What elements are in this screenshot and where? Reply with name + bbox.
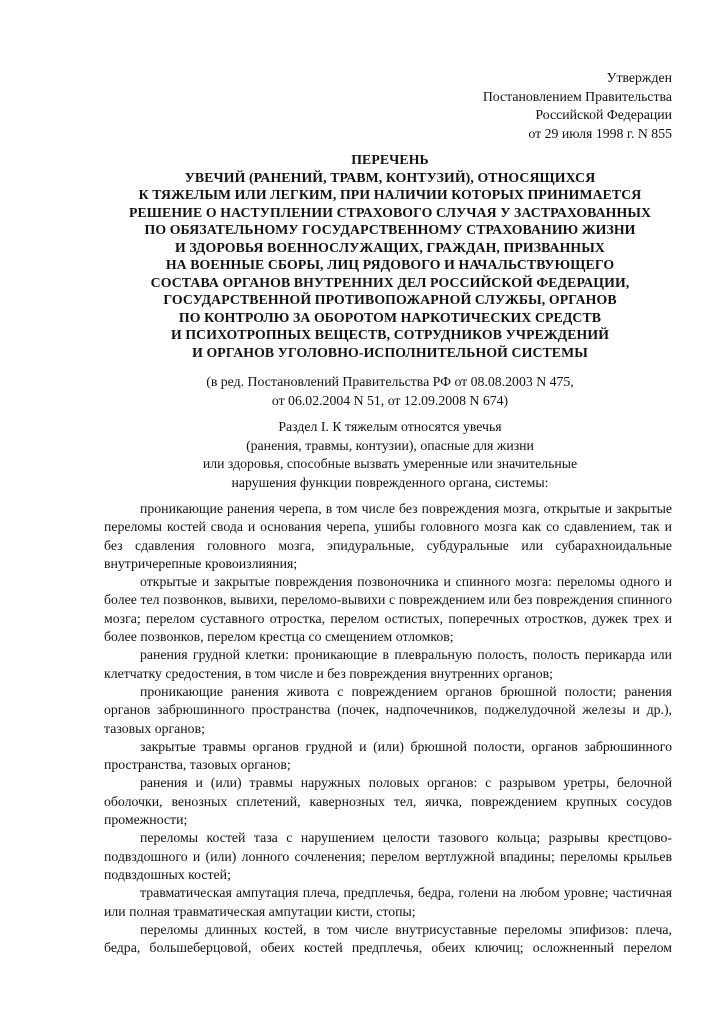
- paragraph: проникающие ранения живота с повреждением органов брюшной полости; ранения органов забрюшинного пространства (почек, надпочечников, поджелудочной железы и др.), тазовых органов;: [104, 683, 672, 736]
- revision-line: (в ред. Постановлений Правительства РФ от 08.08.2003 N 475,: [206, 374, 574, 389]
- title-line: ПО КОНТРОЛЮ ЗА ОБОРОТОМ НАРКОТИЧЕСКИХ СРЕДСТВ: [178, 309, 602, 325]
- body-text: [104, 500, 672, 957]
- paragraph: открытые и закрытые повреждения позвоночника и спинного мозга: переломы одного и более тел позвонков, вывихи, переломо-вывихи с повреждением или без повреждения спинного мозга; перелом суставного отростка, перелом остистых, поперечных отростков, дужек трех и более позвонков, перелом крестца со смещением отломков;: [104, 574, 672, 645]
- title-line: И ПСИХОТРОПНЫХ ВЕЩЕСТВ, СОТРУДНИКОВ УЧРЕЖДЕНИЙ: [170, 327, 610, 342]
- document-title: [60, 151, 720, 361]
- approval-line: от 29 июля 1998 г. N 855: [528, 125, 672, 141]
- section-heading-line: нарушения функции поврежденного органа, системы:: [231, 474, 549, 490]
- paragraph: ранения и (или) травмы наружных половых органов: с разрывом уретры, белочной оболочки, венозных сплетений, кавернозных тел, яичка, повреждением крупных сосудов промежности;: [104, 775, 672, 828]
- paragraph: закрытые травмы органов грудной и (или) брюшной полости, органов забрюшинного пространства, тазовых органов;: [104, 738, 672, 773]
- paragraph: проникающие ранения черепа, в том числе без повреждения мозга, открытые и закрытые переломы костей свода и основания черепа, ушибы головного мозга как со сдавлением, так и без сдавления головного мозга, эпидуральные, субдуральные или субарахноидальные внутричерепные кровоизлияния;: [104, 501, 672, 571]
- paragraph: травматическая ампутация плеча, предплечья, бедра, голени на любом уровне; частичная или полная травматическая ампутации кисти, стопы;: [104, 885, 672, 919]
- title-line: ПЕРЕЧЕНЬ: [351, 152, 429, 167]
- approval-stamp: [483, 69, 672, 143]
- revision-line: от 06.02.2004 N 51, от 12.09.2008 N 674): [271, 392, 509, 408]
- paragraph: переломы костей таза с нарушением целости тазового кольца; разрывы крестцово-подвздошного и (или) лонного сочленения; перелом вертлужной впадины; переломы крыльев подвздошных костей;: [104, 830, 672, 882]
- section-heading-line: (ранения, травмы, контузии), опасные для жизни: [246, 437, 534, 453]
- title-line: НА ВОЕННЫЕ СБОРЫ, ЛИЦ РЯДОВОГО И НАЧАЛЬСТВУЮЩЕГО: [165, 257, 615, 272]
- title-line: СОСТАВА ОРГАНОВ ВНУТРЕННИХ ДЕЛ РОССИЙСКОЙ ФЕДЕРАЦИИ,: [150, 274, 630, 290]
- title-line: УВЕЧИЙ (РАНЕНИЙ, ТРАВМ, КОНТУЗИЙ), ОТНОСЯЩИХСЯ: [184, 169, 596, 185]
- approval-line: Постановлением Правительства: [482, 88, 672, 104]
- paragraph: переломы длинных костей, в том числе внутрисуставные переломы эпифизов: плеча, бедра, большеберцовой, обеих костей предплечья, обеих ключиц; осложненный перелом: [104, 921, 672, 956]
- approval-line: Российской Федерации: [535, 107, 672, 122]
- title-line: И ЗДОРОВЬЯ ВОЕННОСЛУЖАЩИХ, ГРАЖДАН, ПРИЗВАННЫХ: [175, 239, 605, 255]
- section-heading: [60, 418, 720, 492]
- title-line: К ТЯЖЕЛЫМ ИЛИ ЛЕГКИМ, ПРИ НАЛИЧИИ КОТОРЫХ ПРИНИМАЕТСЯ: [138, 187, 642, 202]
- title-line: ГОСУДАРСТВЕННОЙ ПРОТИВОПОЖАРНОЙ СЛУЖБЫ, ОРГАНОВ: [163, 292, 617, 307]
- title-line: ПО ОБЯЗАТЕЛЬНОМУ ГОСУДАРСТВЕННОМУ СТРАХОВАНИЮ ЖИЗНИ: [144, 222, 636, 237]
- paragraph: ранения грудной клетки: проникающие в плевральную полость, полость перикарда или клетчатку средостения, в том числе и без повреждения внутренних органов;: [104, 647, 672, 681]
- section-heading-line: Раздел I. К тяжелым относятся увечья: [278, 419, 502, 434]
- approval-line: Утвержден: [606, 70, 672, 85]
- title-line: РЕШЕНИЕ О НАСТУПЛЕНИИ СТРАХОВОГО СЛУЧАЯ У ЗАСТРАХОВАННЫХ: [128, 204, 652, 220]
- title-line: И ОРГАНОВ УГОЛОВНО-ИСПОЛНИТЕЛЬНОЙ СИСТЕМЫ: [192, 344, 588, 360]
- revision-note: [60, 373, 720, 410]
- section-heading-line: или здоровья, способные вызвать умеренные или значительные: [202, 456, 578, 471]
